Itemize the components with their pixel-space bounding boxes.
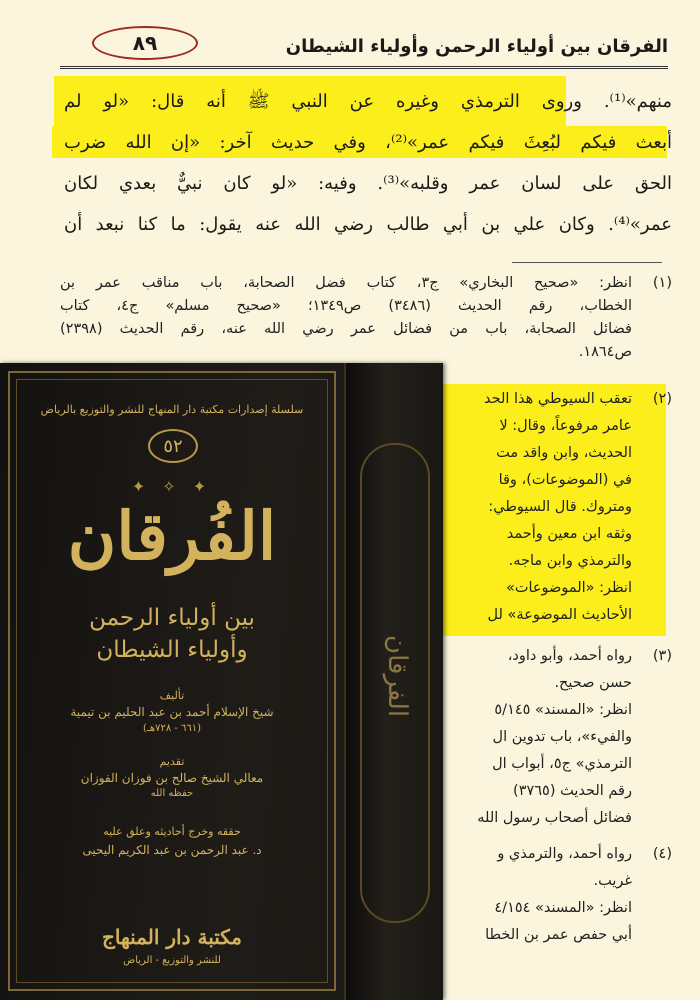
- footnote-line: الخطاب، رقم الحديث (٣٤٨٦) ص١٣٤٩؛ «صحيح مسلم» ج٤، كتاب: [60, 298, 632, 314]
- editor-name: د. عبد الرحمن بن عبد الكريم اليحيى: [82, 843, 262, 857]
- footnote-line: انظر: «صحيح البخاري» ج٣، كتاب فضل الصحابة، باب مناقب عمر بن: [60, 275, 632, 291]
- footnote-line: حسن صحيح.: [554, 675, 632, 691]
- cover-subtitle-1: بين أولياء الرحمن: [89, 605, 255, 631]
- footnote-line: فضائل الصحابة، باب من فضائل عمر رضي الله عنه، رقم الحديث (٢٣٩٨): [60, 321, 632, 337]
- footnote-line: رواه أحمد، والترمذي و: [497, 846, 632, 862]
- footnote-2: [444, 388, 672, 638]
- footnote-line: تعقب السيوطي هذا الحد: [483, 391, 632, 407]
- footnote-number: (٢): [652, 391, 672, 407]
- publisher-sub: للنشر والتوزيع - الرياض: [123, 955, 221, 966]
- footnote-number: (٣): [652, 648, 672, 664]
- cover-subtitle-2: وأولياء الشيطان: [96, 637, 248, 663]
- author-name: شيخ الإسلام أحمد بن عبد الحليم بن تيمية: [70, 705, 274, 719]
- author-dates: (٦٦١ - ٧٢٨هـ): [142, 723, 201, 734]
- footnote-line: والترمذي وابن ماجه.: [508, 553, 632, 569]
- footnote-line: في (الموضوعات)، وقا: [498, 472, 632, 488]
- body-line-3: الحق على لسان عمر وقلبه»⁽³⁾. وفيه: «لو كان نبيٌّ بعدي لكان: [64, 173, 672, 194]
- series-line: سلسلة إصدارات مكتبة دار المنهاج للنشر والتوزيع بالرياض: [40, 403, 304, 416]
- cover-title: الفُرقان: [67, 497, 277, 575]
- footnote-line: الترمذي» ج٥، أبواب ال: [492, 756, 632, 772]
- publisher-name: مكتبة دار المنهاج: [101, 925, 243, 949]
- footnote-divider: [512, 262, 662, 263]
- footnote-line: انظر: «الموضوعات»: [505, 580, 632, 596]
- body-line-1: منهم»⁽¹⁾. وروى الترمذي وغيره عن النبي ﷺ أنه قال: «لو لم: [64, 91, 672, 112]
- footnote-1: [60, 272, 672, 368]
- footnote-line: غريب.: [593, 873, 632, 889]
- footnote-line: ومتروك. قال السيوطي:: [488, 499, 632, 515]
- footnote-line: والفيء»، باب تدوين ال: [492, 729, 632, 745]
- cover-front: [8, 371, 336, 991]
- header-divider: [60, 66, 668, 69]
- footnote-line: رواه أحمد، وأبو داود،: [507, 648, 632, 664]
- footnote-4: [444, 843, 672, 993]
- footnote-line: وثقه ابن معين وأحمد: [506, 526, 632, 542]
- footnote-number: (١): [652, 275, 672, 291]
- body-line-2: أبعث فيكم لبُعِثَ فيكم عمر»⁽²⁾، وفي حديث آخر: «إن الله ضرب: [64, 132, 672, 153]
- page-number: ٨٩: [92, 26, 198, 60]
- page-header: [60, 20, 668, 68]
- footnote-line: رقم الحديث (٣٧٦٥): [513, 783, 632, 799]
- footnote-line: انظر: «المسند» ٤/١٥٤: [494, 900, 632, 916]
- footnote-line: عامر مرفوعاً، وقال: لا: [499, 418, 632, 434]
- cover-frame: [16, 379, 328, 983]
- book-spine: [344, 363, 443, 1000]
- author-label: تأليف: [159, 689, 185, 702]
- ornament-top: ✦ ✧ ✦: [131, 477, 213, 496]
- intro-by: معالي الشيخ صالح بن فوزان الفوزان: [80, 771, 264, 785]
- editor-label: حققه وخرج أحاديثه وعلق عليه: [103, 825, 241, 838]
- footnote-line: الأحاديث الموضوعة» لل: [487, 607, 632, 623]
- body-line-4: عمر»⁽⁴⁾. وكان علي بن أبي طالب رضي الله عنه يقول: ما كنا نبعد أن: [64, 214, 672, 235]
- footnote-line: ص١٨٦٤.: [578, 344, 632, 360]
- footnote-line: الحديث، وابن واقد مت: [496, 445, 632, 461]
- footnote-number: (٤): [652, 846, 672, 862]
- spine-title: الفرقان: [382, 635, 412, 718]
- spine-panel: [360, 443, 430, 923]
- footnote-3: [444, 645, 672, 840]
- intro-note: حفظه الله: [150, 788, 194, 799]
- intro-label: تقديم: [159, 755, 185, 768]
- book-cover: [0, 363, 443, 1000]
- footnote-line: انظر: «المسند» ٥/١٤٥: [494, 702, 632, 718]
- footnote-line: فضائل أصحاب رسول الله: [477, 810, 632, 826]
- footnote-line: أبي حفص عمر بن الخطا: [485, 927, 632, 943]
- series-number: ٥٢: [148, 429, 198, 463]
- running-title: الفرقان بين أولياء الرحمن وأولياء الشيطان: [285, 36, 668, 57]
